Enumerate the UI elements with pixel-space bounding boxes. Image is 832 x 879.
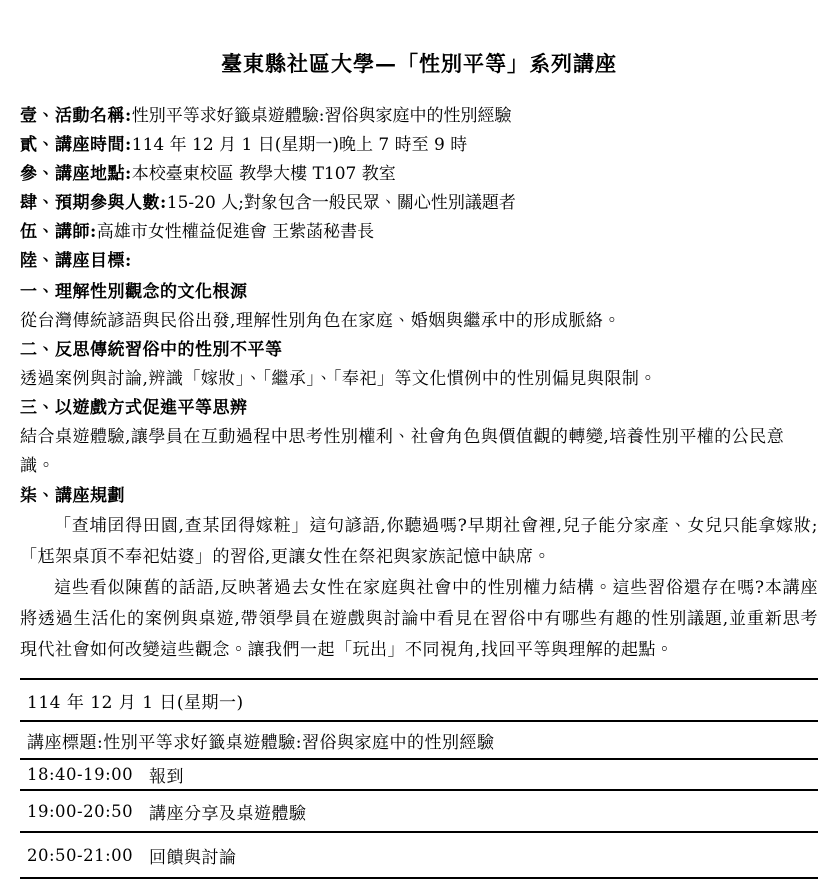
schedule-row (20, 790, 818, 832)
info-value: 本校臺東校區 教學大樓 T107 教室 (131, 164, 396, 184)
time-cell: 20:50-21:00 (27, 845, 134, 865)
info-value: 15-20 人;對象包含一般民眾、關心性別議題者 (166, 193, 516, 213)
activity-cell: 報到 (149, 767, 184, 787)
goal-heading: 二、反思傳統習俗中的性別不平等 (20, 340, 283, 360)
info-label: 參、講座地點: (20, 164, 132, 184)
schedule-row (20, 759, 818, 790)
schedule-row (20, 832, 818, 878)
goal-section-1 (20, 278, 818, 336)
info-item-participants (20, 189, 818, 218)
goal-heading: 一、理解性別觀念的文化根源 (20, 282, 248, 302)
info-label: 貳、講座時間: (20, 135, 132, 155)
info-value: 114 年 12 月 1 日(星期一)晚上 7 時至 9 時 (131, 135, 468, 155)
time-cell: 19:00-20:50 (27, 801, 134, 821)
plan-section (20, 481, 818, 666)
goal-heading: 三、以遊戲方式促進平等思辨 (20, 398, 248, 418)
info-list (20, 102, 818, 276)
schedule-title-row (20, 721, 818, 759)
goal-body: 結合桌遊體驗,讓學員在互動過程中思考性別權利、社會角色與價值觀的轉變,培養性別平權的公民意識。 (20, 427, 785, 476)
schedule-table (20, 678, 818, 879)
activity-cell: 講座分享及桌遊體驗 (149, 803, 307, 824)
activity-cell: 回饋與討論 (149, 847, 237, 868)
plan-paragraph: 這些看似陳舊的話語,反映著過去女性在家庭與社會中的性別權力結構。這些習俗還存在嗎?本講座將透過生活化的案例與桌遊,帶領學員在遊戲與討論中看見在習俗中有哪些有趣的性別議題,並重新思考現代社會如何改變這些觀念。讓我們一起「玩出」不同視角,找回平等與理解的起點。 (20, 578, 818, 660)
goal-body: 從台灣傳統諺語與民俗出發,理解性別角色在家庭、婚姻與繼承中的形成脈絡。 (20, 311, 621, 331)
info-label: 肆、預期參與人數: (20, 193, 167, 213)
plan-paragraph: 「查埔囝得田園,查某囝得嫁粧」這句諺語,你聽過嗎?早期社會裡,兒子能分家產、女兒只能拿嫁妝;「尪架桌頂不奉祀姑婆」的習俗,更讓女性在祭祀與家族記憶中缺席。 (20, 516, 818, 567)
schedule-date-row (20, 679, 818, 721)
plan-heading: 柒、講座規劃 (20, 486, 125, 506)
info-label: 陸、講座目標: (20, 251, 132, 271)
info-item-lecturer (20, 218, 818, 247)
info-item-time (20, 131, 818, 160)
page-title: 臺東縣社區大學—「性別平等」系列講座 (221, 51, 617, 76)
info-item-goals-header (20, 247, 818, 276)
info-label: 壹、活動名稱: (20, 106, 132, 126)
goal-section-2 (20, 336, 818, 394)
time-cell: 18:40-19:00 (27, 765, 134, 784)
goal-section-3 (20, 394, 818, 481)
info-item-activity-name (20, 102, 818, 131)
schedule-title: 講座標題:性別平等求好籤桌遊體驗:習俗與家庭中的性別經驗 (27, 732, 495, 753)
info-value: 性別平等求好籤桌遊體驗:習俗與家庭中的性別經驗 (131, 106, 512, 126)
info-value: 高雄市女性權益促進會 王紫菡秘書長 (96, 222, 375, 242)
info-label: 伍、講師: (20, 222, 97, 242)
info-item-location (20, 160, 818, 189)
schedule-date: 114 年 12 月 1 日(星期一) (27, 692, 244, 713)
goal-body: 透過案例與討論,辨識「嫁妝」、「繼承」、「奉祀」等文化慣例中的性別偏見與限制。 (20, 369, 657, 389)
